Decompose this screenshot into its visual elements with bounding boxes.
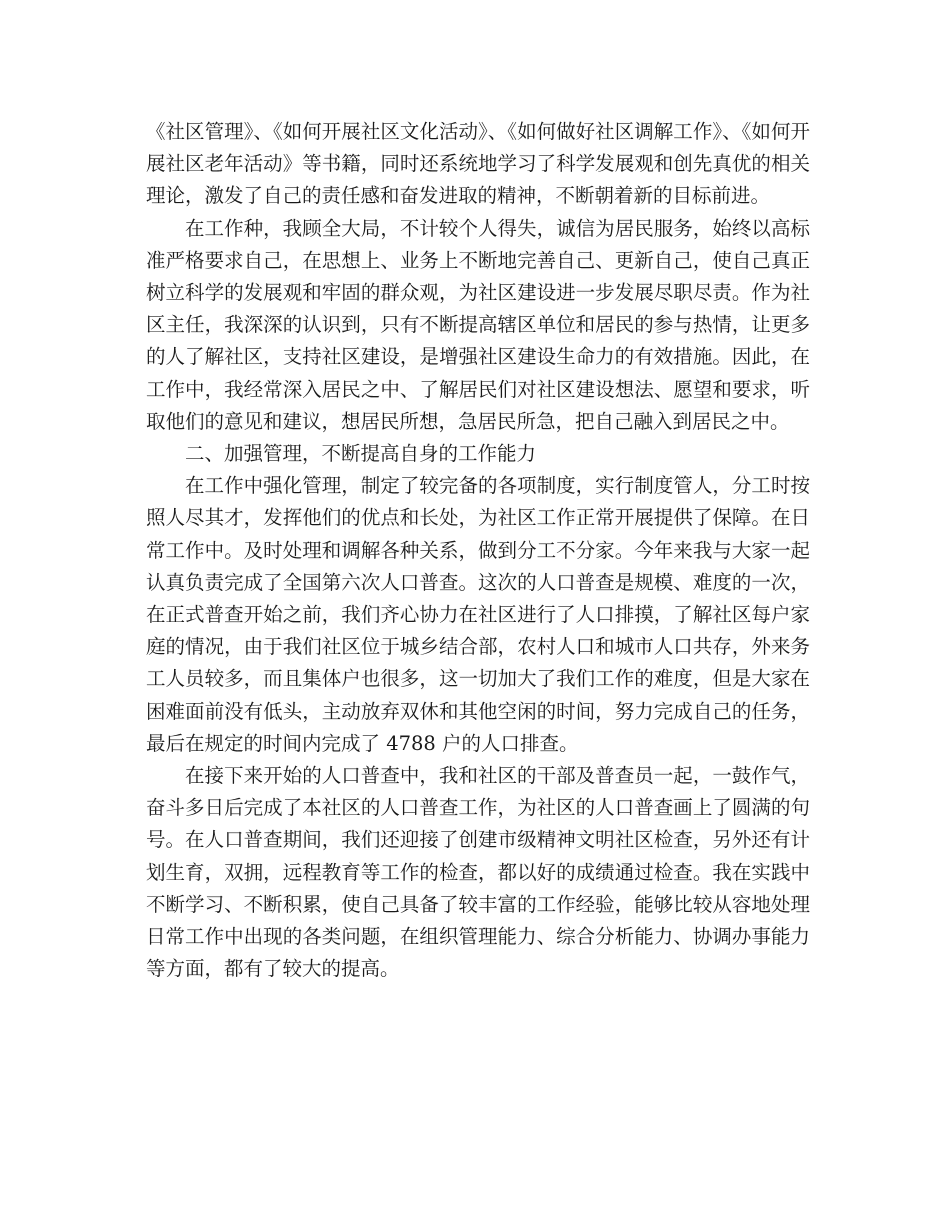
document-page (146, 116, 810, 985)
paragraph-management: 在工作中强化管理，制定了较完备的各项制度，实行制度管人，分工时按照人尽其才，发挥他们的优点和长处，为社区工作正常开展提供了保障。在日常工作中。及时处理和调解各种关系，做到分工不分家。今年来我与大家一起认真负责完成了全国第六次人口普查。这次的人口普查是规模、难度的一次，在正式普查开始之前，我们齐心协力在社区进行了人口排摸，了解社区每户家庭的情况，由于我们社区位于城乡结合部，农村人口和城市人口共存，外来务工人员较多，而且集体户也很多，这一切加大了我们工作的难度，但是大家在困难面前没有低头，主动放弃双休和其他空闲的时间，努力完成自己的任务，最后在规定的时间内完成了 4788 户的人口排查。 (146, 474, 810, 755)
paragraph-continuation: 《社区管理》、《如何开展社区文化活动》、《如何做好社区调解工作》、《如何开展社区老年活动》等书籍，同时还系统地学习了科学发展观和创先真优的相关理论，激发了自己的责任感和奋发进取的精神，不断朝着新的目标前进。 (146, 120, 810, 208)
paragraph-work-attitude: 在工作种，我顾全大局，不计较个人得失，诚信为居民服务，始终以高标准严格要求自己，在思想上、业务上不断地完善自己、更新自己，使自己真正树立科学的发展观和牢固的群众观，为社区建设进一步发展尽职尽责。作为社区主任，我深深的认识到，只有不断提高辖区单位和居民的参与热情，让更多的人了解社区，支持社区建设，是增强社区建设生命力的有效措施。因此，在工作中，我经常深入居民之中、了解居民们对社区建设想法、愿望和要求，听取他们的意见和建议，想居民所想，急居民所急，把自己融入到居民之中。 (146, 216, 810, 433)
section-heading: 二、加强管理，不断提高自身的工作能力 (185, 442, 537, 466)
paragraph-census: 在接下来开始的人口普查中，我和社区的干部及普查员一起，一鼓作气，奋斗多日后完成了本社区的人口普查工作，为社区的人口普查画上了圆满的句号。在人口普查期间，我们还迎接了创建市级精神文明社区检查，另外还有计划生育，双拥，远程教育等工作的检查，都以好的成绩通过检查。我在实践中不断学习、不断积累，使自己具备了较丰富的工作经验，能够比较从容地处理日常工作中出现的各类问题，在组织管理能力、综合分析能力、协调办事能力等方面，都有了较大的提高。 (146, 764, 810, 981)
